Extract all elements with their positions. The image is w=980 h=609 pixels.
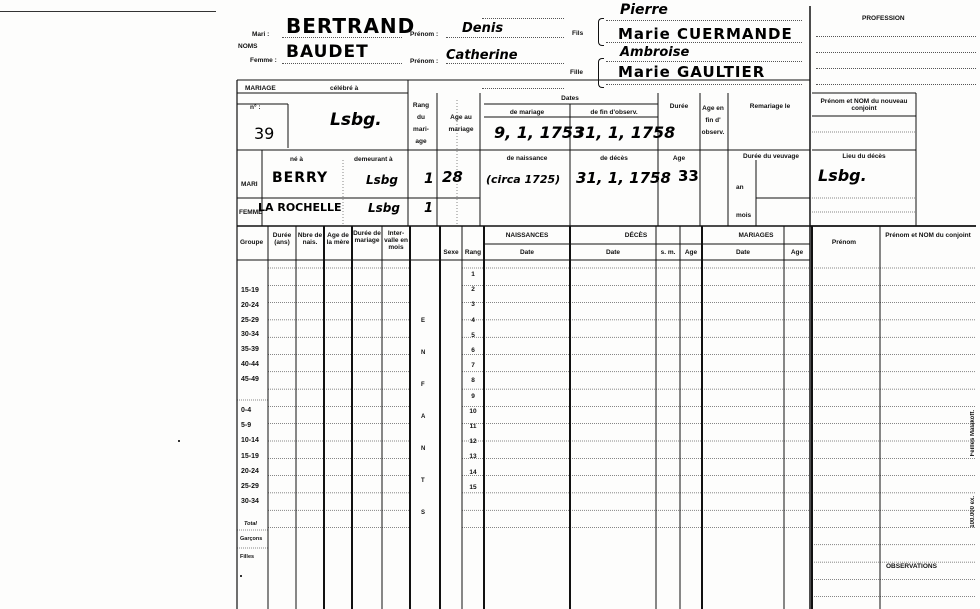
age-group-label: 20-24 bbox=[241, 467, 259, 475]
age-group-label: 25-29 bbox=[241, 316, 259, 324]
rank-number: 5 bbox=[471, 331, 475, 339]
de-mariage-label: de mariage bbox=[509, 109, 545, 116]
femme-nom-line bbox=[282, 63, 402, 64]
enfants-letter: S bbox=[421, 510, 426, 516]
de-deces-label: de décès bbox=[600, 155, 628, 162]
date-fin-value: 31, 1, 1758 bbox=[574, 123, 676, 142]
rang-col-label: Rang bbox=[464, 249, 482, 256]
margin-rule bbox=[0, 11, 216, 12]
de-fin-label: de fin d'observ. bbox=[590, 109, 638, 116]
femme-nom-value: BAUDET bbox=[286, 42, 369, 62]
rang-label: Rang du mari- age bbox=[412, 102, 430, 145]
observations-label: OBSERVATIONS bbox=[886, 563, 937, 570]
groupe-label: Groupe bbox=[240, 239, 264, 246]
rank-number: 13 bbox=[469, 453, 477, 461]
rank-number: 6 bbox=[471, 347, 475, 354]
lieu-deces-label: Lieu du décès bbox=[842, 153, 886, 160]
fils-value-2: Marie CUERMANDE bbox=[618, 25, 793, 43]
deces-date-label: Date bbox=[605, 249, 621, 256]
print-run-text: 100.000 ex. bbox=[970, 496, 976, 528]
an-label: an bbox=[736, 184, 744, 191]
sexe-label: Sexe bbox=[443, 249, 459, 256]
fils-line-1 bbox=[606, 20, 802, 21]
femme-label: Femme : bbox=[250, 57, 277, 64]
age-group-label: 40-44 bbox=[241, 361, 259, 368]
rank-number: 4 bbox=[471, 316, 475, 324]
age-group-label: 35-39 bbox=[241, 346, 259, 354]
fils-label: Fils bbox=[572, 30, 584, 37]
enfants-letter: T bbox=[421, 478, 425, 484]
prof-line-2 bbox=[816, 52, 976, 53]
mariages-col-label: MARIAGES bbox=[738, 232, 774, 239]
mari-demeurant-value: Lsbg bbox=[366, 173, 398, 187]
remariage-label: Remariage le bbox=[749, 103, 791, 110]
mois-label: mois bbox=[736, 212, 752, 219]
demeurant-label: demeurant à bbox=[354, 156, 393, 163]
rank-number: 9 bbox=[471, 392, 475, 400]
age-mariage-label: Age au mariage bbox=[448, 114, 474, 133]
mariage-age-label: Age bbox=[790, 249, 804, 256]
mari-row-label: MARI bbox=[241, 181, 258, 188]
mari-age-value: 28 bbox=[442, 168, 463, 186]
fille-value-1: Ambroise bbox=[620, 45, 690, 60]
dates-label: Dates bbox=[561, 95, 579, 102]
age-group-label: 10-14 bbox=[241, 437, 259, 445]
femme-prenom-label: Prénom : bbox=[410, 58, 439, 65]
mari-prenom-label: Prénom : bbox=[410, 31, 439, 38]
mari-prenom-value: Denis bbox=[462, 21, 504, 36]
rank-number: 11 bbox=[469, 423, 477, 430]
mari-label: Mari : bbox=[252, 31, 270, 38]
age-group-label: 0-4 bbox=[241, 407, 252, 414]
rank-number: 7 bbox=[471, 362, 475, 370]
fille-label: Fille bbox=[570, 69, 584, 76]
mariage-lieu: Lsbg. bbox=[330, 110, 382, 130]
femme-prenom-line bbox=[446, 63, 564, 64]
stray-mark-2 bbox=[240, 575, 242, 577]
de-naissance-label: de naissance bbox=[506, 155, 548, 162]
fille-brace bbox=[598, 58, 604, 88]
age-group-label: 30-34 bbox=[241, 498, 259, 506]
prof-line-4 bbox=[816, 84, 976, 85]
mari-prenom-line bbox=[446, 37, 564, 38]
prenom-col-label: Prénom bbox=[831, 239, 857, 246]
age-deces-label: Age bbox=[672, 155, 686, 162]
rank-number: 8 bbox=[471, 377, 475, 385]
rank-number: 2 bbox=[471, 286, 475, 294]
stray-mark bbox=[178, 440, 180, 442]
fils-top-line bbox=[482, 18, 564, 19]
rank-number: 10 bbox=[469, 407, 477, 415]
mari-lieu-deces-value: Lsbg. bbox=[818, 166, 867, 185]
age-group-label: 5-9 bbox=[241, 422, 252, 430]
femme-demeurant-value: Lsbg bbox=[368, 201, 400, 215]
age-group-label: 45-49 bbox=[241, 375, 259, 383]
age-group-label: 30-34 bbox=[241, 331, 259, 339]
enfants-letter: A bbox=[421, 414, 426, 420]
mariage-numero: 39 bbox=[254, 124, 275, 143]
deces-age-label: Age bbox=[684, 249, 698, 256]
femme-prenom-value: Catherine bbox=[446, 48, 518, 63]
naissances-label: NAISSANCES bbox=[505, 232, 549, 239]
total-label: Total bbox=[244, 521, 257, 527]
naissance-date-label: Date bbox=[519, 249, 535, 256]
mariage-title: MARIAGE bbox=[245, 85, 276, 92]
age-mere-label: Age de la mère bbox=[326, 232, 350, 246]
femme-rang-value: 1 bbox=[424, 201, 434, 216]
fils-value-1: Pierre bbox=[620, 2, 668, 18]
enfants-letter: E bbox=[421, 318, 426, 324]
femme-row-label: FEMME bbox=[239, 209, 263, 216]
prof-line-3 bbox=[816, 68, 976, 69]
age-fin-label: Age en fin d' observ. bbox=[701, 105, 725, 136]
mari-naissance-value: (circa 1725) bbox=[486, 173, 561, 186]
enfants-letter: N bbox=[421, 446, 426, 452]
publisher-text: Feilles Malakoff. bbox=[970, 410, 976, 457]
nbre-nais-label: Nbre de nais. bbox=[297, 232, 323, 246]
duree-mariage-label: Durée de mariage bbox=[353, 230, 381, 244]
date-mariage-value: 9, 1, 1753 bbox=[494, 123, 585, 142]
garcons-label: Garçons bbox=[240, 536, 263, 542]
fille-value-2: Marie GAULTIER bbox=[618, 63, 766, 81]
mari-nom-value: BERTRAND bbox=[286, 14, 416, 38]
celebre-label: célébré à bbox=[330, 85, 359, 92]
rank-number: 3 bbox=[471, 301, 475, 309]
rank-number: 12 bbox=[469, 438, 477, 446]
fille-line-2 bbox=[606, 84, 802, 85]
rank-number: 1 bbox=[471, 271, 475, 278]
femme-ne-value: LA ROCHELLE bbox=[258, 201, 342, 214]
enfants-letter: N bbox=[421, 350, 426, 356]
enfants-letter: F bbox=[421, 382, 425, 388]
mari-deces-value: 31, 1, 1758 bbox=[576, 169, 671, 187]
rank-number: 15 bbox=[469, 483, 477, 491]
mari-age-deces-value: 33 bbox=[678, 167, 699, 185]
no-label: n° : bbox=[250, 104, 261, 111]
conjoint-col-label: Prénom et NOM du conjoint bbox=[885, 232, 971, 239]
intervalle-label: Inter- valle en mois bbox=[384, 230, 408, 251]
sm-label: s. m. bbox=[660, 249, 676, 256]
mariage-date-label: Date bbox=[735, 249, 751, 256]
prof-line-1 bbox=[816, 36, 976, 37]
nouveau-conjoint-label: Prénom et NOM du nouveau conjoint bbox=[820, 98, 908, 112]
age-group-label: 20-24 bbox=[241, 301, 259, 309]
ne-a-label: né à bbox=[290, 156, 304, 163]
noms-label: NOMS bbox=[238, 43, 258, 50]
mari-rang-value: 1 bbox=[424, 171, 434, 187]
age-group-label: 15-19 bbox=[241, 287, 259, 294]
mari-ne-value: BERRY bbox=[272, 170, 329, 186]
fille-bottom-line bbox=[482, 88, 564, 89]
filles-label: Filles bbox=[240, 554, 255, 560]
duree-veuvage-label: Durée du veuvage bbox=[743, 153, 799, 160]
fille-line-1 bbox=[606, 61, 802, 62]
profession-label: PROFESSION bbox=[862, 15, 905, 22]
fils-brace bbox=[598, 18, 604, 46]
age-group-label: 15-19 bbox=[241, 452, 259, 460]
rank-number: 14 bbox=[469, 468, 477, 476]
duree-ans-label: Durée (ans) bbox=[272, 232, 292, 246]
duree-label: Durée bbox=[669, 103, 689, 110]
age-group-label: 25-29 bbox=[241, 483, 259, 490]
deces-col-label: DÉCÈS bbox=[624, 232, 648, 239]
